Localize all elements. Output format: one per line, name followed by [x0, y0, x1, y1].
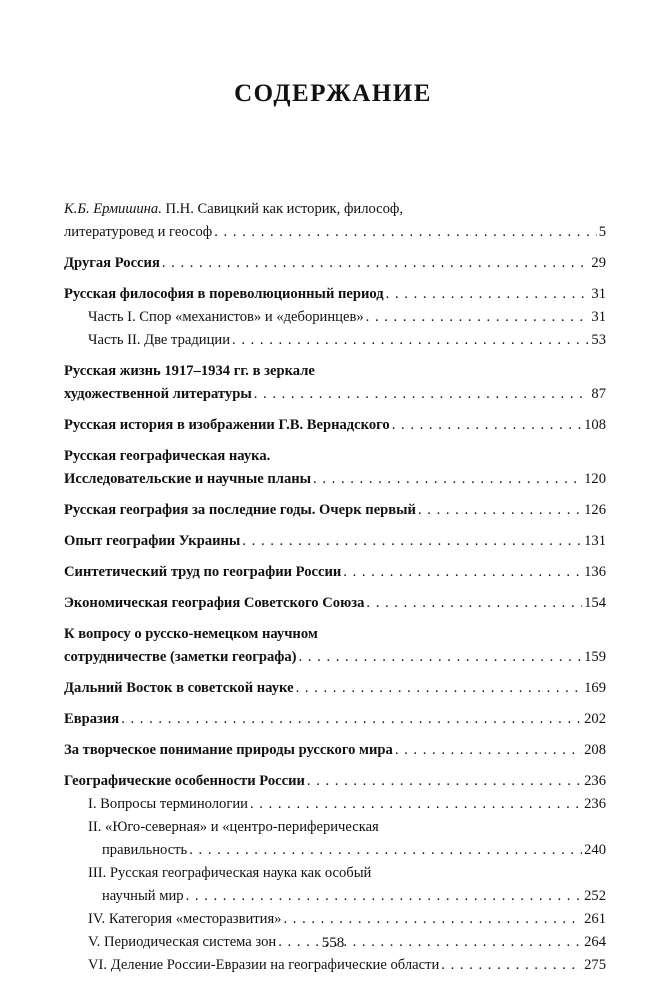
- toc-subentry: [64, 862, 606, 908]
- toc-entry: [64, 561, 606, 584]
- toc-title: Русская философия в пореволюционный период: [64, 286, 384, 302]
- toc-title-line: художественной литературы: [64, 386, 252, 402]
- toc-title-line: III. Русская географическая наука как особый: [88, 865, 372, 881]
- toc-page-number: 31: [591, 286, 606, 302]
- toc-title: Евразия: [64, 711, 120, 727]
- toc-page-number: 53: [591, 332, 606, 348]
- toc-entry: [64, 360, 606, 406]
- toc-entry: [64, 677, 606, 700]
- toc-page-number: 236: [584, 796, 606, 812]
- page-title: СОДЕРЖАНИЕ: [234, 80, 432, 107]
- toc-entry: [64, 708, 606, 731]
- toc-title: Русская география за последние годы. Очерк первый: [64, 502, 416, 518]
- toc-page-number: 202: [584, 711, 606, 727]
- toc-subentry: [64, 793, 606, 816]
- toc-page-number: 5: [598, 224, 606, 240]
- toc-author: К.Б. Ермишина.: [64, 201, 162, 217]
- toc-page-number: 264: [584, 934, 606, 950]
- toc-page-number: 159: [584, 649, 606, 665]
- toc-title: За творческое понимание природы русского мира: [64, 742, 393, 758]
- toc-page-number: 136: [584, 564, 606, 580]
- toc-title-line: К вопросу о русско-немецком научном: [64, 626, 318, 642]
- toc-title-line: научный мир: [102, 888, 184, 904]
- toc-title: Опыт географии Украины: [64, 533, 241, 549]
- toc-page-number: 169: [584, 680, 606, 696]
- toc-subentry: [64, 306, 606, 329]
- toc-title: I. Вопросы терминологии: [88, 796, 248, 812]
- toc-page-number: 29: [591, 255, 606, 271]
- toc-page-number: 240: [584, 842, 606, 858]
- toc-subentry: [64, 954, 606, 977]
- toc-title-line: Русская жизнь 1917–1934 гг. в зеркале: [64, 363, 315, 379]
- toc-title: Часть II. Две традиции: [88, 332, 231, 348]
- toc-entry: [64, 623, 606, 669]
- toc-entry: [64, 252, 606, 275]
- toc-title-line: правильность: [102, 842, 188, 858]
- toc-subentry: [64, 329, 606, 352]
- toc-page-number: 131: [584, 533, 606, 549]
- page-number: 558: [321, 935, 345, 951]
- toc-entry: [64, 592, 606, 615]
- toc-title: IV. Категория «месторазвития»: [88, 911, 282, 927]
- toc-subentry: [64, 908, 606, 931]
- toc-entry: [64, 499, 606, 522]
- toc-entry: [64, 414, 606, 437]
- toc-page-number: 275: [584, 957, 606, 973]
- toc-title-line: литературовед и геософ: [64, 224, 213, 240]
- toc-title: Экономическая география Советского Союза: [64, 595, 365, 611]
- toc-page-number: 154: [584, 595, 606, 611]
- toc-title-line: П.Н. Савицкий как историк, философ,: [161, 201, 404, 217]
- toc-title: Часть I. Спор «механистов» и «деборинцев»: [88, 309, 364, 325]
- toc-title: Русская история в изображении Г.В. Вернадского: [64, 417, 390, 433]
- toc-title: Географические особенности России: [64, 773, 305, 789]
- toc-entry: [64, 530, 606, 553]
- toc-entry: [64, 445, 606, 491]
- toc-page-number: 126: [584, 502, 606, 518]
- toc-page-number: 108: [584, 417, 606, 433]
- toc-subentry: [64, 816, 606, 862]
- toc-entry: [64, 283, 606, 306]
- toc-title: Другая Россия: [64, 255, 160, 271]
- toc-title: V. Периодическая система зон: [88, 934, 277, 950]
- toc-title-line: II. «Юго-северная» и «центро-периферическая: [88, 819, 379, 835]
- toc-title: VI. Деление России-Евразии на географические области: [88, 957, 440, 973]
- toc-page-number: 236: [584, 773, 606, 789]
- toc-entry: [64, 770, 606, 793]
- toc-page-number: 120: [584, 471, 606, 487]
- toc-entry: [64, 739, 606, 762]
- toc-page-number: 87: [591, 386, 606, 402]
- toc-title: Синтетический труд по географии России: [64, 564, 342, 580]
- toc-title-line: сотрудничестве (заметки географа): [64, 649, 297, 665]
- table-of-contents: [64, 198, 606, 977]
- toc-page-number: 261: [584, 911, 606, 927]
- toc-page-number: 208: [584, 742, 606, 758]
- toc-title: Дальний Восток в советской науке: [64, 680, 294, 696]
- toc-entry: [64, 198, 606, 244]
- toc-title-line: Русская географическая наука.: [64, 448, 271, 464]
- toc-page-number: 31: [591, 309, 606, 325]
- toc-title-line: Исследовательские и научные планы: [64, 471, 312, 487]
- toc-page-number: 252: [584, 888, 606, 904]
